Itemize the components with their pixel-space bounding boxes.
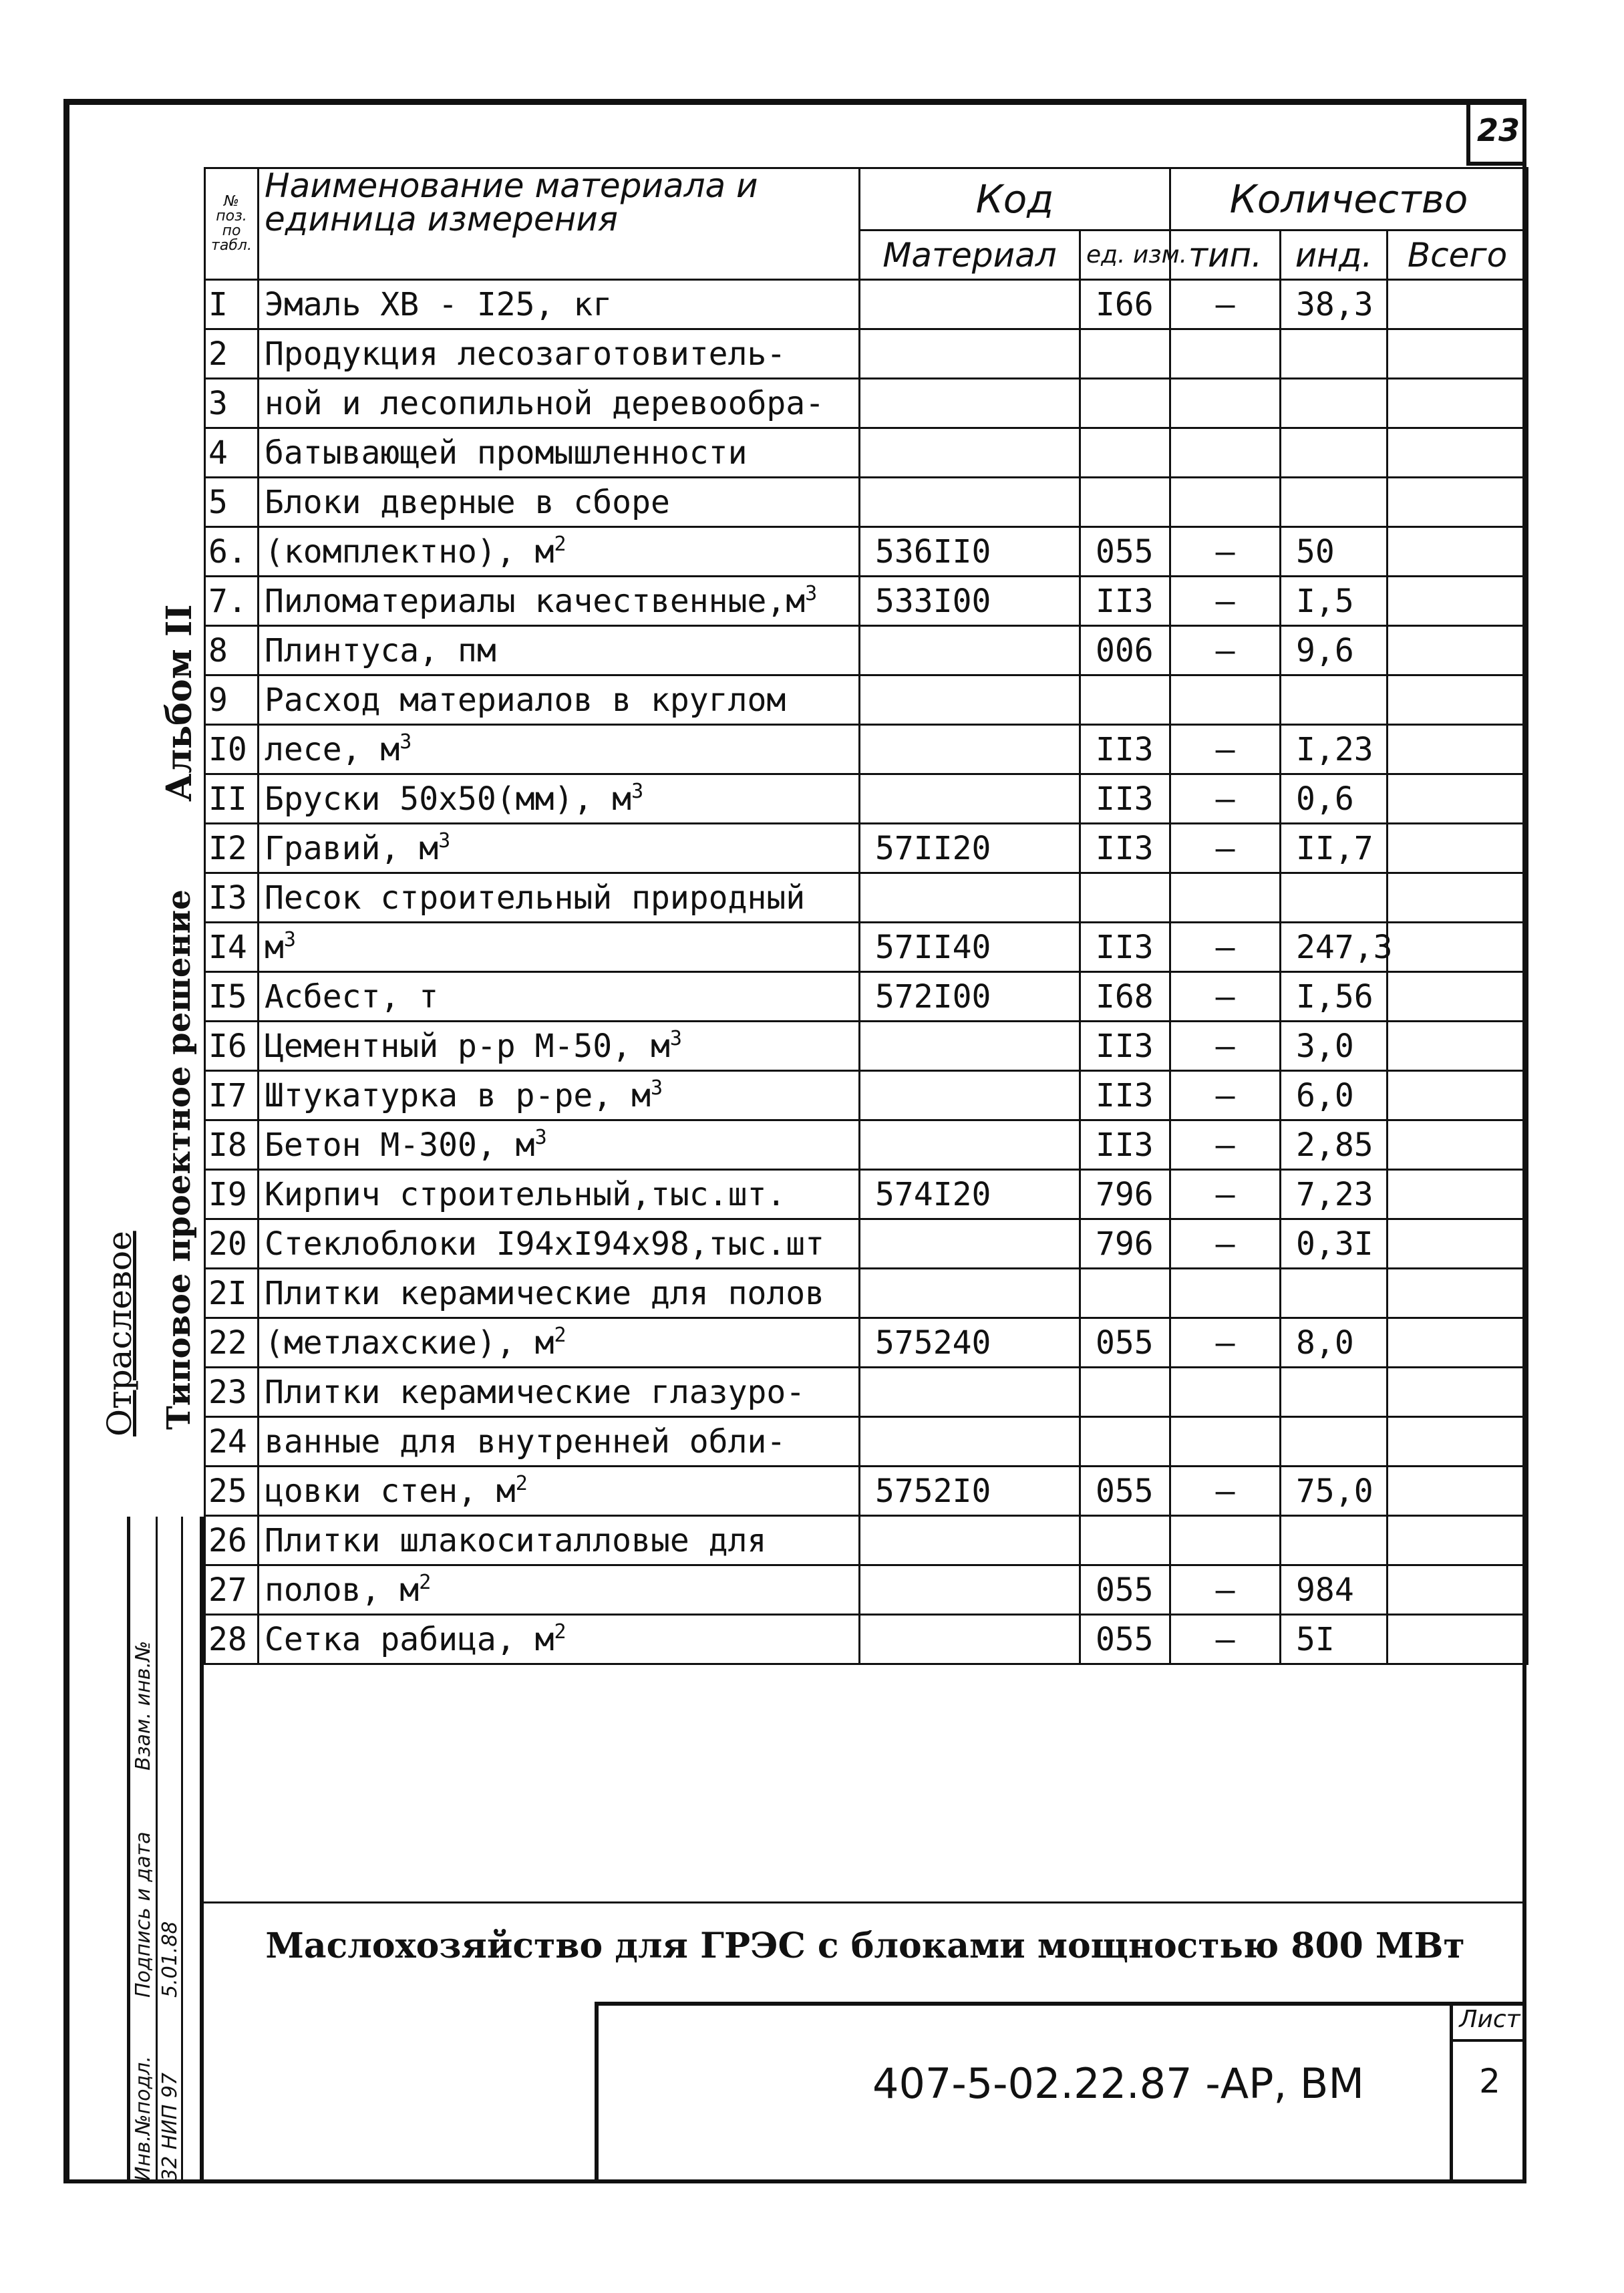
row-number: I4 [205, 923, 259, 972]
qty-total [1388, 1417, 1528, 1467]
qty-total [1388, 1071, 1528, 1120]
qty-typical: – [1170, 774, 1281, 824]
material-code: 5752I0 [860, 1467, 1080, 1516]
qty-individual [1281, 1368, 1388, 1417]
unit-code: I68 [1080, 972, 1170, 1022]
qty-individual: 984 [1281, 1565, 1388, 1615]
unit-code [1080, 1516, 1170, 1565]
material-name: Кирпич строительный,тыс.шт. [259, 1170, 860, 1219]
row-number: I2 [205, 824, 259, 873]
row-number: I7 [205, 1071, 259, 1120]
table-row [205, 1516, 1528, 1565]
album-label: Альбом II [159, 604, 200, 802]
row-number: 24 [205, 1417, 259, 1467]
table-row [205, 1565, 1528, 1615]
material-code [860, 873, 1080, 923]
qty-individual [1281, 329, 1388, 379]
qty-total [1388, 1022, 1528, 1071]
table-row [205, 1615, 1528, 1664]
qty-individual [1281, 428, 1388, 478]
qty-total [1388, 1368, 1528, 1417]
material-name: $м^3$ [259, 923, 860, 972]
qty-typical [1170, 1417, 1281, 1467]
material-code [860, 774, 1080, 824]
row-number: I8 [205, 1120, 259, 1170]
sheet-box [1450, 2006, 1526, 2182]
unit-code [1080, 379, 1170, 428]
materials-table [204, 167, 1528, 1665]
qty-individual [1281, 1269, 1388, 1318]
qty-typical: – [1170, 923, 1281, 972]
qty-individual: 38,3 [1281, 280, 1388, 329]
material-name: Эмаль ХВ - I25, кг [259, 280, 860, 329]
header-material: Материал [860, 231, 1080, 280]
qty-total [1388, 1120, 1528, 1170]
qty-typical: – [1170, 1318, 1281, 1368]
stamp-label-sign: Подпись и дата [132, 1831, 155, 1998]
material-code [860, 1368, 1080, 1417]
table-row [205, 280, 1528, 329]
unit-code [1080, 675, 1170, 725]
material-name: Штукатурка в р-ре, $м^3$ [259, 1071, 860, 1120]
header-name: Наименование материала и единица измерения [259, 168, 860, 280]
row-number: II [205, 774, 259, 824]
qty-individual: 7,23 [1281, 1170, 1388, 1219]
material-name: Песок строительный природный [259, 873, 860, 923]
qty-total [1388, 972, 1528, 1022]
row-number: 6. [205, 527, 259, 577]
material-code [860, 1565, 1080, 1615]
qty-typical [1170, 428, 1281, 478]
row-number: 28 [205, 1615, 259, 1664]
material-code [860, 675, 1080, 725]
material-name: Асбест, т [259, 972, 860, 1022]
row-number: 23 [205, 1368, 259, 1417]
qty-total [1388, 329, 1528, 379]
table-row [205, 725, 1528, 774]
qty-typical [1170, 1368, 1281, 1417]
qty-typical: – [1170, 1071, 1281, 1120]
row-number: 22 [205, 1318, 259, 1368]
qty-typical [1170, 329, 1281, 379]
row-number: 7. [205, 577, 259, 626]
qty-individual [1281, 873, 1388, 923]
qty-individual: 2,85 [1281, 1120, 1388, 1170]
material-code [860, 725, 1080, 774]
stamp-label-replace: Взам. инв.№ [132, 1640, 155, 1771]
qty-individual [1281, 1417, 1388, 1467]
material-name: ной и лесопильной деревообра- [259, 379, 860, 428]
qty-individual: 0,3I [1281, 1219, 1388, 1269]
qty-individual: 247,3 [1281, 923, 1388, 972]
stamp-value-date: 5.01.88 [158, 1921, 182, 1998]
row-number: I9 [205, 1170, 259, 1219]
unit-code: 055 [1080, 1615, 1170, 1664]
approval-stamp [127, 1517, 204, 2183]
material-code [860, 280, 1080, 329]
qty-typical [1170, 1516, 1281, 1565]
header-quantity: Количество [1170, 168, 1528, 231]
sheet-number: 23 [1466, 99, 1526, 166]
qty-individual: I,23 [1281, 725, 1388, 774]
table-row [205, 972, 1528, 1022]
qty-total [1388, 774, 1528, 824]
header-total: Всего [1388, 231, 1528, 280]
material-name: лесе, $м^3$ [259, 725, 860, 774]
row-number: 9 [205, 675, 259, 725]
qty-typical: – [1170, 972, 1281, 1022]
qty-total [1388, 873, 1528, 923]
table-row [205, 379, 1528, 428]
qty-individual: 75,0 [1281, 1467, 1388, 1516]
material-code [860, 1269, 1080, 1318]
qty-typical [1170, 675, 1281, 725]
qty-typical: – [1170, 1565, 1281, 1615]
qty-typical: – [1170, 725, 1281, 774]
table-row [205, 873, 1528, 923]
unit-code [1080, 478, 1170, 527]
unit-code: 006 [1080, 626, 1170, 675]
unit-code: 055 [1080, 527, 1170, 577]
material-name: Блоки дверные в сборе [259, 478, 860, 527]
qty-individual: I,5 [1281, 577, 1388, 626]
title-block [595, 2002, 1526, 2182]
qty-total [1388, 1170, 1528, 1219]
material-name: Стеклоблоки I94хI94х98,тыс.шт [259, 1219, 860, 1269]
material-code [860, 428, 1080, 478]
material-name: Плинтуса, пм [259, 626, 860, 675]
row-number: I5 [205, 972, 259, 1022]
table-row [205, 428, 1528, 478]
qty-individual [1281, 675, 1388, 725]
material-code [860, 1071, 1080, 1120]
qty-total [1388, 626, 1528, 675]
table-row [205, 824, 1528, 873]
qty-total [1388, 478, 1528, 527]
qty-individual: 6,0 [1281, 1071, 1388, 1120]
unit-code: II3 [1080, 725, 1170, 774]
header-code: Код [860, 168, 1170, 231]
unit-code: II3 [1080, 824, 1170, 873]
unit-code: 055 [1080, 1467, 1170, 1516]
qty-total [1388, 1565, 1528, 1615]
table-row [205, 1170, 1528, 1219]
qty-total [1388, 577, 1528, 626]
material-name: Расход материалов в круглом [259, 675, 860, 725]
material-name: Бетон М-300, $м^3$ [259, 1120, 860, 1170]
unit-code: II3 [1080, 774, 1170, 824]
material-name: Бруски 50х50(мм), $м^3$ [259, 774, 860, 824]
material-code [860, 1022, 1080, 1071]
row-number: 8 [205, 626, 259, 675]
qty-typical: – [1170, 280, 1281, 329]
material-name: Гравий, $м^3$ [259, 824, 860, 873]
material-code [860, 329, 1080, 379]
sheet-value: 2 [1479, 2062, 1500, 2101]
table-row [205, 1467, 1528, 1516]
material-name: батывающей промышленности [259, 428, 860, 478]
unit-code: 796 [1080, 1219, 1170, 1269]
table-row [205, 1120, 1528, 1170]
unit-code: II3 [1080, 577, 1170, 626]
table-row [205, 923, 1528, 972]
row-number: I6 [205, 1022, 259, 1071]
material-code: 575240 [860, 1318, 1080, 1368]
qty-typical [1170, 873, 1281, 923]
material-name: Плитки керамические для полов [259, 1269, 860, 1318]
unit-code: II3 [1080, 1022, 1170, 1071]
material-name: (комплектно), $м^2$ [259, 527, 860, 577]
qty-total [1388, 527, 1528, 577]
material-name: Сетка рабица, $м^2$ [259, 1615, 860, 1664]
qty-total [1388, 1269, 1528, 1318]
unit-code [1080, 1417, 1170, 1467]
material-code [860, 1120, 1080, 1170]
header-unit: ед. изм. [1080, 231, 1170, 280]
qty-individual: 8,0 [1281, 1318, 1388, 1368]
material-code: 574I20 [860, 1170, 1080, 1219]
material-name: ванные для внутренней обли- [259, 1417, 860, 1467]
material-code [860, 626, 1080, 675]
qty-typical: – [1170, 1022, 1281, 1071]
project-type-label: Типовое проектное решение [160, 889, 198, 1430]
row-number: 20 [205, 1219, 259, 1269]
table-row [205, 1022, 1528, 1071]
material-code: 572I00 [860, 972, 1080, 1022]
qty-individual [1281, 379, 1388, 428]
unit-code: II3 [1080, 1071, 1170, 1120]
row-number: I [205, 280, 259, 329]
row-number: 2I [205, 1269, 259, 1318]
qty-typical: – [1170, 1219, 1281, 1269]
qty-typical [1170, 1269, 1281, 1318]
material-name: Плитки керамические глазуро- [259, 1368, 860, 1417]
qty-individual: II,7 [1281, 824, 1388, 873]
material-name: Пиломатериалы $качественные,м^3$ [259, 577, 860, 626]
material-name: Плитки шлакоситалловые для [259, 1516, 860, 1565]
qty-total [1388, 1318, 1528, 1368]
unit-code: 055 [1080, 1318, 1170, 1368]
row-number: 2 [205, 329, 259, 379]
row-number: 26 [205, 1516, 259, 1565]
qty-typical: – [1170, 1120, 1281, 1170]
material-code [860, 478, 1080, 527]
row-number: 27 [205, 1565, 259, 1615]
material-name: полов, $м^2$ [259, 1565, 860, 1615]
material-code: 536II0 [860, 527, 1080, 577]
footer-title: Маслохозяйство для ГРЭС с блоками мощностью 800 МВт [204, 1901, 1526, 1988]
header-num: № поз. по табл. [205, 168, 259, 280]
qty-total [1388, 1219, 1528, 1269]
material-name: (метлахские), $м^2$ [259, 1318, 860, 1368]
table-row [205, 1318, 1528, 1368]
qty-total [1388, 280, 1528, 329]
material-name: Продукция лесозаготовитель- [259, 329, 860, 379]
qty-individual: 0,6 [1281, 774, 1388, 824]
unit-code [1080, 329, 1170, 379]
qty-typical: – [1170, 527, 1281, 577]
material-code [860, 379, 1080, 428]
qty-individual [1281, 478, 1388, 527]
row-number: I0 [205, 725, 259, 774]
unit-code [1080, 428, 1170, 478]
row-number: 4 [205, 428, 259, 478]
sheet-label: Лист [1453, 2006, 1526, 2042]
qty-typical: – [1170, 626, 1281, 675]
unit-code [1080, 873, 1170, 923]
material-code: 57II20 [860, 824, 1080, 873]
qty-individual: 50 [1281, 527, 1388, 577]
qty-typical [1170, 379, 1281, 428]
qty-typical [1170, 478, 1281, 527]
qty-typical: – [1170, 824, 1281, 873]
qty-total [1388, 1516, 1528, 1565]
table-row [205, 577, 1528, 626]
unit-code [1080, 1269, 1170, 1318]
qty-individual [1281, 1516, 1388, 1565]
header-typ: тип. [1170, 231, 1281, 280]
table-row [205, 478, 1528, 527]
qty-typical: – [1170, 1615, 1281, 1664]
qty-total [1388, 379, 1528, 428]
table-row [205, 774, 1528, 824]
table-row [205, 1417, 1528, 1467]
qty-total [1388, 428, 1528, 478]
unit-code: II3 [1080, 1120, 1170, 1170]
material-code: 533I00 [860, 577, 1080, 626]
qty-total [1388, 1467, 1528, 1516]
qty-individual: 5I [1281, 1615, 1388, 1664]
table-row [205, 626, 1528, 675]
table-row [205, 1219, 1528, 1269]
material-code [860, 1615, 1080, 1664]
table-row [205, 1071, 1528, 1120]
header-ind: инд. [1281, 231, 1388, 280]
row-number: 5 [205, 478, 259, 527]
unit-code: II3 [1080, 923, 1170, 972]
qty-typical: – [1170, 1467, 1281, 1516]
qty-total [1388, 824, 1528, 873]
unit-code: I66 [1080, 280, 1170, 329]
unit-code: 796 [1080, 1170, 1170, 1219]
material-code [860, 1417, 1080, 1467]
qty-total [1388, 675, 1528, 725]
table-row [205, 527, 1528, 577]
stamp-label-inv: Инв.№подл. [132, 2056, 155, 2181]
table-row [205, 675, 1528, 725]
material-code [860, 1219, 1080, 1269]
row-number: 3 [205, 379, 259, 428]
stamp-value-inv: 32 НИП 97 [158, 2073, 182, 2181]
qty-typical: – [1170, 1170, 1281, 1219]
table-row [205, 1368, 1528, 1417]
category-label: Отраслевое [100, 1231, 139, 1436]
qty-total [1388, 1615, 1528, 1664]
document-code: 407-5-02.22.87 -АР, ВМ [872, 2059, 1364, 2108]
qty-total [1388, 725, 1528, 774]
material-code: 57II40 [860, 923, 1080, 972]
table-row [205, 329, 1528, 379]
qty-total [1388, 923, 1528, 972]
table-row [205, 1269, 1528, 1318]
material-name: Цементный р-р М-50, $м^3$ [259, 1022, 860, 1071]
qty-typical: – [1170, 577, 1281, 626]
qty-individual: I,56 [1281, 972, 1388, 1022]
material-name: цовки стен, $м^2$ [259, 1467, 860, 1516]
material-code [860, 1516, 1080, 1565]
row-number: 25 [205, 1467, 259, 1516]
unit-code [1080, 1368, 1170, 1417]
qty-individual: 9,6 [1281, 626, 1388, 675]
qty-individual: 3,0 [1281, 1022, 1388, 1071]
unit-code: 055 [1080, 1565, 1170, 1615]
row-number: I3 [205, 873, 259, 923]
